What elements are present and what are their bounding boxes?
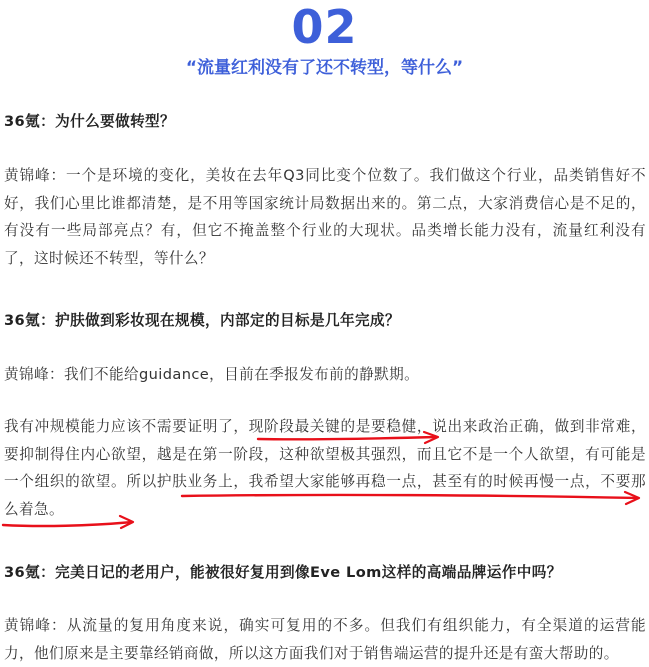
question-3: 36氪：完美日记的老用户，能被很好复用到像Eve Lom这样的高端品牌运作中吗？: [4, 564, 562, 581]
answer-3: [4, 413, 646, 523]
answer-3-part-2: ，说出来政治正确，做到非常难，要抑制得住内心欲望，越是在第一阶段，这种欲望极其强烈，而且它不是一个人欲望，有可能是一个组织的欲望。: [4, 418, 646, 490]
highlight-stable: 现阶段最关键的是要稳健: [248, 418, 417, 435]
section-title: “流量红利没有了还不转型，等什么”: [185, 58, 464, 78]
answer-1: 黄锦峰：一个是环境的变化，美妆在去年Q3同比变个位数了。我们做这个行业，品类销售好不好，我们心里比谁都清楚，是不用等国家统计局数据出来的。第二点，大家消费信心是不足的，有没有一些局部亮点？有，但它不掩盖整个行业的大现状。品类增长能力没有，流量红利没有了，这时候还不转型，等什么？: [4, 167, 646, 267]
section-header: [0, 0, 649, 90]
answer-2: 黄锦峰：我们不能给guidance，目前在季报发布前的静默期。: [4, 366, 420, 383]
question-2: 36氪：护肤做到彩妆现在规模，内部定的目标是几年完成？: [4, 312, 400, 329]
answer-4: 黄锦峰：从流量的复用角度来说，确实可复用的不多。但我们有组织能力，有全渠道的运营能力，他们原来是主要靠经销商做，所以这方面我们对于销售端运营的提升还是有蛮大帮助的。: [4, 617, 646, 662]
section-number: 02: [291, 0, 358, 54]
question-1: 36氪：为什么要做转型？: [4, 113, 176, 130]
highlight-slow-down: 所以护肤业务上，我希望大家能够再稳一点，甚至有的时候再慢一点，不要那么着急: [4, 473, 646, 518]
answer-3-part-3: 。: [48, 500, 64, 518]
answer-3-part-1: 我有冲规模能力应该不需要证明了，: [4, 418, 249, 435]
